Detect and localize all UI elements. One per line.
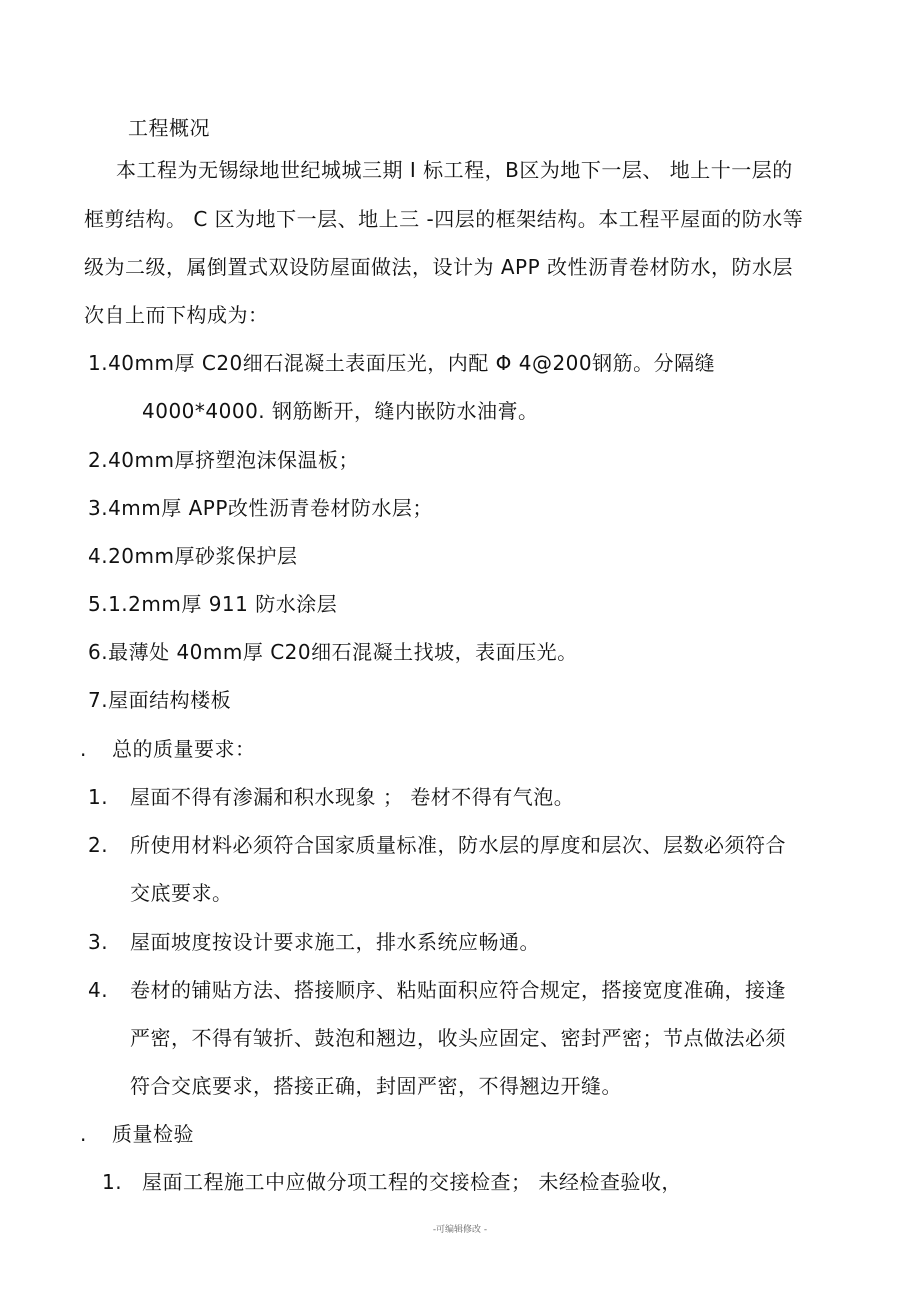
section-heading-quality-requirements: 总的质量要求： bbox=[112, 737, 256, 761]
list-item-text: 屋面工程施工中应做分项工程的交接检查； 未经检查验收， bbox=[142, 1170, 682, 1194]
layer-item: 5.1.2mm厚 911 防水涂层 bbox=[88, 592, 338, 616]
list-item-text: 屋面坡度按设计要求施工，排水系统应畅通。 bbox=[130, 930, 540, 954]
intro-line: 框剪结构。 C 区为地下一层、地上三 -四层的框架结构。本工程平屋面的防水等 bbox=[84, 207, 804, 231]
list-number: 1. bbox=[88, 785, 109, 809]
list-item-text: 卷材的铺贴方法、搭接顺序、粘贴面积应符合规定，搭接宽度准确，接逢 bbox=[130, 978, 786, 1002]
layer-item: 2.40mm厚挤塑泡沫保温板； bbox=[88, 448, 359, 472]
list-number: 4. bbox=[88, 978, 109, 1002]
section-bullet: . bbox=[80, 737, 87, 761]
layer-item: 3.4mm厚 APP改性沥青卷材防水层； bbox=[88, 496, 433, 520]
layer-item: 1.40mm厚 C20细石混凝土表面压光，内配 Φ 4@200钢筋。分隔缝 bbox=[88, 351, 716, 375]
layer-item: 7.屋面结构楼板 bbox=[88, 688, 232, 712]
intro-line: 级为二级，属倒置式双设防屋面做法，设计为 APP 改性沥青卷材防水，防水层 bbox=[84, 255, 794, 279]
layer-item: 4000*4000. 钢筋断开，缝内嵌防水油膏。 bbox=[142, 399, 539, 423]
layer-item: 4.20mm厚砂浆保护层 bbox=[88, 544, 298, 568]
list-item-text: 所使用材料必须符合国家质量标准，防水层的厚度和层次、层数必须符合 bbox=[130, 833, 786, 857]
list-item-text: 屋面不得有渗漏和积水现象 ； 卷材不得有气泡。 bbox=[130, 785, 575, 809]
intro-line: 次自上而下构成为： bbox=[84, 303, 269, 327]
list-number: 2. bbox=[88, 833, 109, 857]
list-item-text: 交底要求。 bbox=[130, 881, 233, 905]
list-number: 1. bbox=[102, 1170, 123, 1194]
list-item-text: 严密，不得有皱折、鼓泡和翘边，收头应固定、密封严密；节点做法必须 bbox=[130, 1026, 786, 1050]
page-footer: -可编辑修改 - bbox=[432, 1225, 488, 1235]
layer-item: 6.最薄处 40mm厚 C20细石混凝土找坡，表面压光。 bbox=[88, 640, 578, 664]
section-heading-quality-inspection: 质量检验 bbox=[112, 1122, 194, 1146]
section-bullet: . bbox=[80, 1122, 87, 1146]
section-heading-overview: 工程概况 bbox=[128, 116, 210, 140]
list-number: 3. bbox=[88, 930, 109, 954]
list-item-text: 符合交底要求，搭接正确，封固严密，不得翘边开缝。 bbox=[130, 1074, 622, 1098]
intro-line: 本工程为无锡绿地世纪城城三期 Ⅰ 标工程，B区为地下一层、 地上十一层的 bbox=[116, 158, 793, 182]
